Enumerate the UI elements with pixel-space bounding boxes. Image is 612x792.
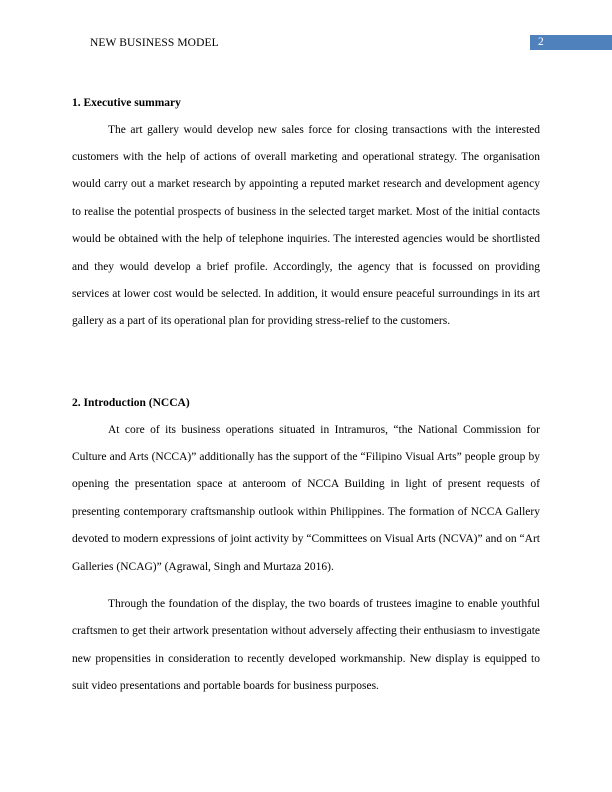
body-paragraph: The art gallery would develop new sales force for closing transactions with the interested customers with the help of actions of overall marketing and operational strategy. The organisation would carry out a market research by appointing a reputed market research and development agency to realise the potential prospects of business in the selected target market. Most of the initial contacts would be obtained with the help of telephone inquiries. The interested agencies would be shortlisted and they would develop a brief profile. Accordingly, the agency that is focussed on providing services at lower cost would be selected. In addition, it would ensure peaceful surroundings in its art gallery as a part of its operational plan for providing stress-relief to the customers.	[72, 123, 540, 328]
section-executive-summary	[72, 96, 540, 336]
body-paragraph: At core of its business operations situated in Intramuros, “the National Commission for Culture and Arts (NCCA)” additionally has the support of the “Filipino Visual Arts” people group by opening the presentation space at anteroom of NCCA Building in light of present requests of presenting contemporary craftsmanship outlook within Philippines. The formation of NCCA Gallery devoted to modern expressions of joint activity by “Committees on Visual Arts (NCVA)” and on “Art Galleries (NCAG)” (Agrawal, Singh and Murtaza 2016).	[72, 423, 540, 573]
section-introduction	[72, 396, 540, 581]
page-number: 2	[538, 36, 544, 48]
page-number-bar	[530, 35, 612, 50]
body-paragraph: Through the foundation of the display, the two boards of trustees imagine to enable youthful craftsmen to get their artwork presentation without adversely affecting their enthusiasm to investigate new propensities in consideration to recently developed workmanship. New display is equipped to suit video presentations and portable boards for business purposes.	[72, 598, 540, 693]
section-heading: 1. Executive summary	[72, 97, 181, 109]
section-introduction-continued	[72, 591, 540, 701]
running-title: NEW BUSINESS MODEL	[90, 37, 219, 49]
section-heading: 2. Introduction (NCCA)	[72, 397, 190, 409]
